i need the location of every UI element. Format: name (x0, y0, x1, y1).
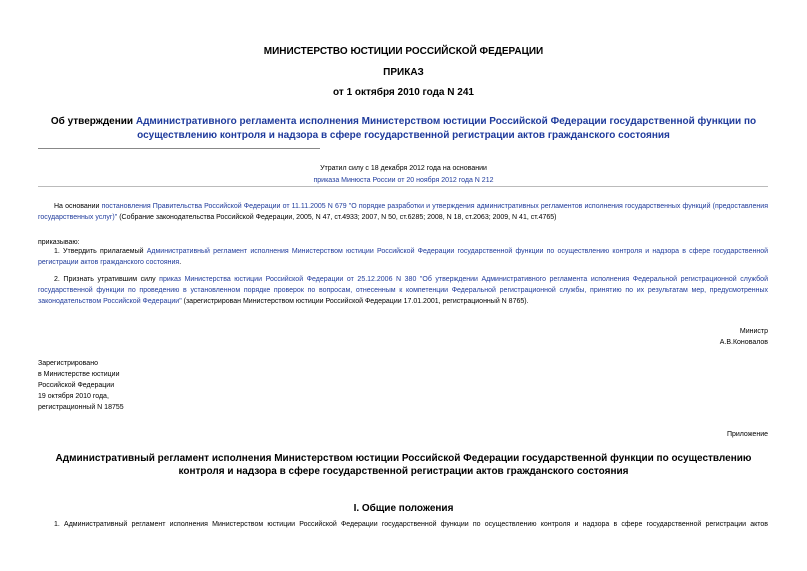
signer-position: Министр (739, 328, 768, 335)
document-date-number: от 1 октября 2010 года N 241 (333, 87, 474, 98)
regulation-paragraph-1: 1. Административный регламент исполнения Министерством юстиции Российской Федерации государственной функции по осуществлению контроля и надзора в сфере государственной регистрации актов (54, 521, 768, 528)
registration-line: в Министерстве юстиции (38, 371, 120, 378)
repeal-prefix: 2. Признать утратившим силу (54, 276, 160, 283)
paragraph-basis (38, 201, 768, 223)
registration-line: Зарегистрировано (38, 360, 98, 367)
document-type: ПРИКАЗ (383, 67, 424, 78)
order-word: приказываю: (38, 239, 80, 246)
signature-block (600, 326, 768, 348)
appendix-label: Приложение (726, 431, 768, 438)
approve-prefix: 1. Утвердить прилагаемый (54, 248, 147, 255)
approve-suffix: . (179, 259, 182, 266)
lost-force-order-link[interactable]: приказа Минюста России от 20 ноября 2012 года N 212 (313, 177, 494, 184)
signer-name: А.В.Коновалов (719, 339, 768, 346)
regulation-link[interactable]: Административный регламент исполнения Министерством юстиции Российской Федерации государственной функции по осуществлению контроля и надзора в сфере государственной регистрации актов гражданского состояния (38, 248, 768, 266)
repealed-order-link[interactable]: приказ Министерства юстиции Российской Федерации от 25.12.2006 N 380 "Об утверждении Административного регламента исполнения Федеральной регистрационной службой государственной функции по проведению в установленном порядке проверок по вопросам, отнесенным к компетенции Федеральной регистрационной службы, принятию по их результатам мер, предусмотренных законодательством Российской Федерации" (38, 276, 768, 305)
paragraph-approve (38, 246, 768, 268)
government-decree-link[interactable]: постановления Правительства Российской Федерации от 11.11.2005 N 679 "О порядке разработки и утверждения административных регламентов исполнения государственных функций (предоставления государственных услуг)" (38, 203, 768, 221)
registration-line: 19 октября 2010 года, (38, 393, 109, 400)
ministry-heading: МИНИСТЕРСТВО ЮСТИЦИИ РОССИЙСКОЙ ФЕДЕРАЦИИ (263, 46, 544, 57)
divider-long (38, 186, 768, 187)
lost-force-text: Утратил силу с 18 декабря 2012 года на основании (320, 165, 487, 172)
repeal-suffix: (зарегистрирован Министерством юстиции Российской Федерации 17.01.2001, регистрационный N 8765). (181, 298, 529, 305)
registration-line: регистрационный N 18755 (38, 404, 124, 411)
regulation-title: Административный регламент исполнения Министерством юстиции Российской Федерации государственной функции по осуществлению контроля и надзора в сфере государственной регистрации актов гражданского состояния (55, 453, 752, 477)
title-prefix: Об утверждении (50, 116, 136, 127)
basis-suffix: (Собрание законодательства Российской Федерации, 2005, N 47, ст.4933; 2007, N 50, ст.6285; 2008, N 18, ст.2063; 2009, N 41, ст.4765) (117, 214, 557, 221)
registration-block (38, 358, 238, 413)
registration-line: Российской Федерации (38, 382, 115, 389)
divider-short (38, 148, 320, 149)
paragraph-repeal (38, 274, 768, 307)
lost-force-note (0, 163, 807, 187)
section-heading: I. Общие положения (353, 503, 454, 514)
document-title (40, 115, 767, 143)
title-regulation-link[interactable]: Административного регламента исполнения Министерством юстиции Российской Федерации государственной функции по осуществлению контроля и надзора в сфере государственной регистрации актов гражданского состояния (135, 116, 757, 141)
basis-prefix: На основании (54, 203, 102, 210)
